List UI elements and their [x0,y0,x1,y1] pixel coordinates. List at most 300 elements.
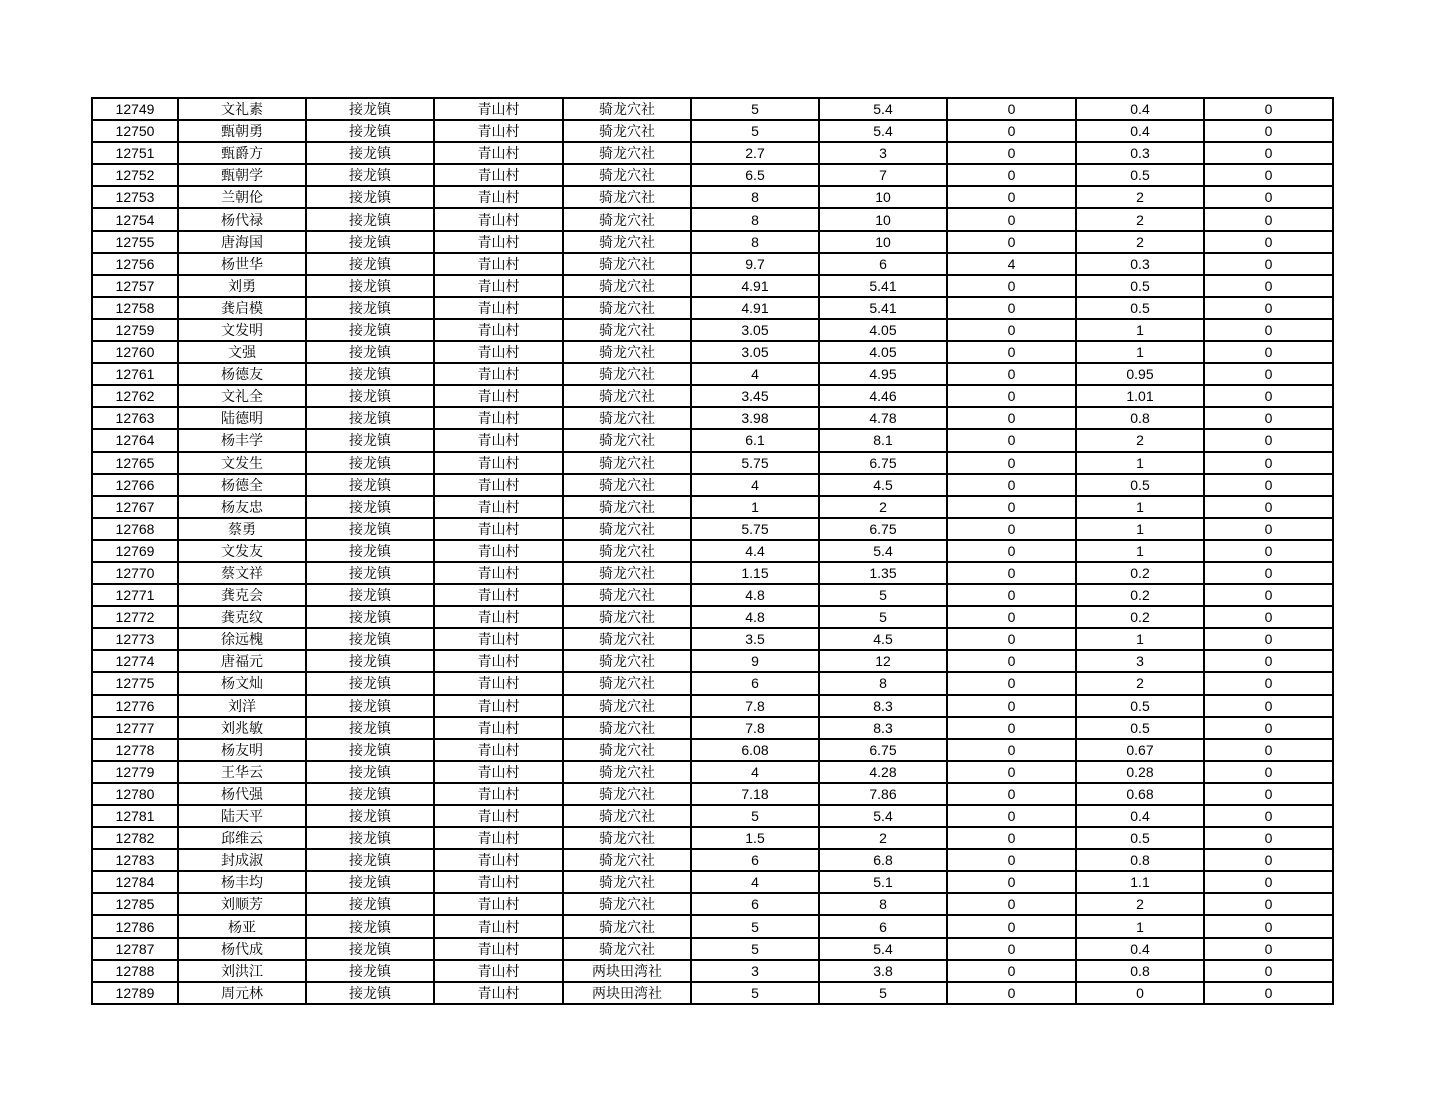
value-5-cell: 0 [1204,584,1333,606]
value-4-cell: 0.4 [1076,938,1204,960]
value-4-cell: 1.1 [1076,871,1204,893]
value-4-cell: 1 [1076,628,1204,650]
village-cell: 青山村 [434,628,563,650]
name-cell: 杨代强 [178,783,306,805]
table-row [92,98,1333,120]
value-3-cell: 0 [947,496,1076,518]
value-4-cell: 0.5 [1076,717,1204,739]
value-2-cell: 10 [819,231,947,253]
town-cell: 接龙镇 [306,253,434,275]
table-row [92,893,1333,915]
table-row [92,540,1333,562]
value-1-cell: 6 [691,849,819,871]
value-2-cell: 4.95 [819,363,947,385]
value-5-cell: 0 [1204,319,1333,341]
name-cell: 唐海国 [178,231,306,253]
record-id-cell: 12774 [92,650,178,672]
village-cell: 青山村 [434,231,563,253]
record-id-cell: 12787 [92,938,178,960]
value-3-cell: 0 [947,540,1076,562]
value-3-cell: 0 [947,319,1076,341]
record-id-cell: 12786 [92,915,178,937]
value-3-cell: 0 [947,960,1076,982]
value-2-cell: 7 [819,164,947,186]
value-5-cell: 0 [1204,739,1333,761]
town-cell: 接龙镇 [306,319,434,341]
town-cell: 接龙镇 [306,893,434,915]
table-row [92,474,1333,496]
value-1-cell: 6.5 [691,164,819,186]
value-2-cell: 5.1 [819,871,947,893]
name-cell: 甄朝勇 [178,120,306,142]
value-2-cell: 4.78 [819,407,947,429]
value-4-cell: 0.95 [1076,363,1204,385]
record-id-cell: 12775 [92,672,178,694]
value-1-cell: 4.91 [691,297,819,319]
value-4-cell: 0.5 [1076,275,1204,297]
table-row [92,186,1333,208]
value-4-cell: 0.4 [1076,98,1204,120]
record-id-cell: 12769 [92,540,178,562]
value-4-cell: 0.68 [1076,783,1204,805]
value-2-cell: 5 [819,584,947,606]
value-5-cell: 0 [1204,385,1333,407]
value-3-cell: 0 [947,142,1076,164]
value-1-cell: 5 [691,805,819,827]
village-cell: 青山村 [434,452,563,474]
name-cell: 龚启模 [178,297,306,319]
group-cell: 骑龙穴社 [563,363,691,385]
town-cell: 接龙镇 [306,231,434,253]
village-cell: 青山村 [434,429,563,451]
table-row [92,739,1333,761]
table-row [92,827,1333,849]
value-3-cell: 0 [947,518,1076,540]
name-cell: 杨世华 [178,253,306,275]
value-2-cell: 8.3 [819,695,947,717]
value-4-cell: 0 [1076,982,1204,1004]
value-2-cell: 6.75 [819,452,947,474]
record-id-cell: 12770 [92,562,178,584]
name-cell: 杨丰学 [178,429,306,451]
name-cell: 杨亚 [178,915,306,937]
group-cell: 骑龙穴社 [563,606,691,628]
value-1-cell: 4 [691,363,819,385]
value-1-cell: 5 [691,938,819,960]
value-3-cell: 0 [947,915,1076,937]
record-id-cell: 12760 [92,341,178,363]
value-4-cell: 0.5 [1076,827,1204,849]
name-cell: 刘勇 [178,275,306,297]
town-cell: 接龙镇 [306,164,434,186]
town-cell: 接龙镇 [306,142,434,164]
value-4-cell: 0.5 [1076,474,1204,496]
value-3-cell: 0 [947,695,1076,717]
value-4-cell: 0.67 [1076,739,1204,761]
village-cell: 青山村 [434,761,563,783]
value-3-cell: 0 [947,783,1076,805]
village-cell: 青山村 [434,518,563,540]
town-cell: 接龙镇 [306,385,434,407]
group-cell: 骑龙穴社 [563,319,691,341]
table-body [92,98,1333,1004]
name-cell: 龚克会 [178,584,306,606]
town-cell: 接龙镇 [306,341,434,363]
table-row [92,562,1333,584]
group-cell: 骑龙穴社 [563,628,691,650]
town-cell: 接龙镇 [306,540,434,562]
value-3-cell: 0 [947,761,1076,783]
group-cell: 骑龙穴社 [563,584,691,606]
table-row [92,628,1333,650]
village-cell: 青山村 [434,164,563,186]
record-id-cell: 12767 [92,496,178,518]
value-1-cell: 7.8 [691,717,819,739]
value-5-cell: 0 [1204,98,1333,120]
town-cell: 接龙镇 [306,695,434,717]
group-cell: 骑龙穴社 [563,805,691,827]
group-cell: 骑龙穴社 [563,650,691,672]
value-1-cell: 6.08 [691,739,819,761]
value-5-cell: 0 [1204,871,1333,893]
town-cell: 接龙镇 [306,208,434,230]
value-4-cell: 0.5 [1076,695,1204,717]
table-row [92,275,1333,297]
table-row [92,717,1333,739]
town-cell: 接龙镇 [306,827,434,849]
value-3-cell: 0 [947,98,1076,120]
village-cell: 青山村 [434,739,563,761]
value-5-cell: 0 [1204,562,1333,584]
village-cell: 青山村 [434,341,563,363]
name-cell: 蔡文祥 [178,562,306,584]
town-cell: 接龙镇 [306,518,434,540]
village-cell: 青山村 [434,297,563,319]
value-3-cell: 0 [947,385,1076,407]
name-cell: 甄朝学 [178,164,306,186]
record-id-cell: 12751 [92,142,178,164]
value-2-cell: 8.1 [819,429,947,451]
village-cell: 青山村 [434,142,563,164]
value-4-cell: 0.5 [1076,164,1204,186]
group-cell: 骑龙穴社 [563,186,691,208]
value-2-cell: 5 [819,982,947,1004]
table-row [92,915,1333,937]
record-id-cell: 12785 [92,893,178,915]
value-2-cell: 6 [819,915,947,937]
village-cell: 青山村 [434,186,563,208]
value-2-cell: 6.75 [819,739,947,761]
value-1-cell: 3.98 [691,407,819,429]
town-cell: 接龙镇 [306,474,434,496]
value-4-cell: 0.2 [1076,584,1204,606]
name-cell: 封成淑 [178,849,306,871]
value-2-cell: 10 [819,186,947,208]
value-1-cell: 4 [691,761,819,783]
value-3-cell: 0 [947,562,1076,584]
table-row [92,805,1333,827]
village-cell: 青山村 [434,385,563,407]
value-2-cell: 4.5 [819,628,947,650]
value-5-cell: 0 [1204,628,1333,650]
name-cell: 周元林 [178,982,306,1004]
value-4-cell: 1 [1076,540,1204,562]
record-id-cell: 12754 [92,208,178,230]
value-3-cell: 0 [947,871,1076,893]
record-id-cell: 12777 [92,717,178,739]
name-cell: 邱维云 [178,827,306,849]
value-5-cell: 0 [1204,915,1333,937]
value-1-cell: 5 [691,982,819,1004]
value-2-cell: 7.86 [819,783,947,805]
town-cell: 接龙镇 [306,783,434,805]
group-cell: 骑龙穴社 [563,231,691,253]
name-cell: 龚克纹 [178,606,306,628]
record-id-cell: 12765 [92,452,178,474]
value-3-cell: 0 [947,938,1076,960]
value-2-cell: 6 [819,253,947,275]
village-cell: 青山村 [434,783,563,805]
value-5-cell: 0 [1204,805,1333,827]
town-cell: 接龙镇 [306,275,434,297]
village-cell: 青山村 [434,915,563,937]
value-2-cell: 5.41 [819,275,947,297]
group-cell: 骑龙穴社 [563,98,691,120]
value-1-cell: 9.7 [691,253,819,275]
table-row [92,297,1333,319]
table-row [92,650,1333,672]
value-2-cell: 8 [819,672,947,694]
value-2-cell: 4.46 [819,385,947,407]
record-id-cell: 12773 [92,628,178,650]
town-cell: 接龙镇 [306,606,434,628]
value-5-cell: 0 [1204,650,1333,672]
value-1-cell: 7.18 [691,783,819,805]
value-2-cell: 8.3 [819,717,947,739]
group-cell: 骑龙穴社 [563,275,691,297]
town-cell: 接龙镇 [306,363,434,385]
town-cell: 接龙镇 [306,496,434,518]
village-cell: 青山村 [434,893,563,915]
record-id-cell: 12780 [92,783,178,805]
value-5-cell: 0 [1204,761,1333,783]
table-row [92,938,1333,960]
value-2-cell: 10 [819,208,947,230]
value-3-cell: 0 [947,275,1076,297]
record-id-cell: 12772 [92,606,178,628]
village-cell: 青山村 [434,496,563,518]
value-4-cell: 1.01 [1076,385,1204,407]
group-cell: 骑龙穴社 [563,164,691,186]
group-cell: 骑龙穴社 [563,672,691,694]
value-1-cell: 9 [691,650,819,672]
value-5-cell: 0 [1204,186,1333,208]
value-1-cell: 1.15 [691,562,819,584]
village-cell: 青山村 [434,982,563,1004]
value-4-cell: 0.8 [1076,849,1204,871]
value-1-cell: 6 [691,672,819,694]
value-1-cell: 8 [691,186,819,208]
name-cell: 刘兆敏 [178,717,306,739]
value-5-cell: 0 [1204,982,1333,1004]
village-cell: 青山村 [434,540,563,562]
village-cell: 青山村 [434,474,563,496]
value-2-cell: 4.05 [819,319,947,341]
town-cell: 接龙镇 [306,915,434,937]
table-row [92,231,1333,253]
name-cell: 文礼素 [178,98,306,120]
record-id-cell: 12776 [92,695,178,717]
value-3-cell: 0 [947,893,1076,915]
group-cell: 骑龙穴社 [563,761,691,783]
table-row [92,319,1333,341]
value-4-cell: 1 [1076,915,1204,937]
town-cell: 接龙镇 [306,805,434,827]
record-id-cell: 12778 [92,739,178,761]
group-cell: 骑龙穴社 [563,783,691,805]
value-3-cell: 0 [947,672,1076,694]
town-cell: 接龙镇 [306,982,434,1004]
town-cell: 接龙镇 [306,429,434,451]
town-cell: 接龙镇 [306,650,434,672]
value-5-cell: 0 [1204,120,1333,142]
village-cell: 青山村 [434,695,563,717]
village-cell: 青山村 [434,960,563,982]
value-1-cell: 3.5 [691,628,819,650]
name-cell: 徐远槐 [178,628,306,650]
record-id-cell: 12762 [92,385,178,407]
group-cell: 骑龙穴社 [563,915,691,937]
value-1-cell: 8 [691,231,819,253]
table-row [92,120,1333,142]
value-4-cell: 1 [1076,518,1204,540]
value-5-cell: 0 [1204,231,1333,253]
name-cell: 文发生 [178,452,306,474]
village-cell: 青山村 [434,584,563,606]
value-4-cell: 2 [1076,893,1204,915]
table-row [92,982,1333,1004]
value-4-cell: 0.8 [1076,407,1204,429]
value-3-cell: 0 [947,650,1076,672]
group-cell: 骑龙穴社 [563,120,691,142]
value-4-cell: 2 [1076,186,1204,208]
record-id-cell: 12763 [92,407,178,429]
table-row [92,407,1333,429]
value-3-cell: 0 [947,827,1076,849]
town-cell: 接龙镇 [306,717,434,739]
value-2-cell: 2 [819,827,947,849]
value-1-cell: 4 [691,474,819,496]
group-cell: 骑龙穴社 [563,938,691,960]
value-1-cell: 3.05 [691,319,819,341]
name-cell: 兰朝伦 [178,186,306,208]
record-id-cell: 12771 [92,584,178,606]
group-cell: 骑龙穴社 [563,496,691,518]
value-5-cell: 0 [1204,253,1333,275]
record-id-cell: 12756 [92,253,178,275]
name-cell: 杨德全 [178,474,306,496]
town-cell: 接龙镇 [306,452,434,474]
value-5-cell: 0 [1204,672,1333,694]
table-row [92,429,1333,451]
record-id-cell: 12764 [92,429,178,451]
group-cell: 骑龙穴社 [563,871,691,893]
value-2-cell: 5.4 [819,540,947,562]
village-cell: 青山村 [434,363,563,385]
value-3-cell: 0 [947,429,1076,451]
town-cell: 接龙镇 [306,849,434,871]
record-id-cell: 12752 [92,164,178,186]
name-cell: 杨德友 [178,363,306,385]
value-1-cell: 4.8 [691,584,819,606]
group-cell: 骑龙穴社 [563,739,691,761]
table-row [92,385,1333,407]
village-cell: 青山村 [434,717,563,739]
value-5-cell: 0 [1204,938,1333,960]
value-4-cell: 0.2 [1076,562,1204,584]
value-5-cell: 0 [1204,297,1333,319]
town-cell: 接龙镇 [306,186,434,208]
value-1-cell: 7.8 [691,695,819,717]
name-cell: 刘顺芳 [178,893,306,915]
value-5-cell: 0 [1204,429,1333,451]
village-cell: 青山村 [434,827,563,849]
record-id-cell: 12781 [92,805,178,827]
value-5-cell: 0 [1204,452,1333,474]
value-4-cell: 0.8 [1076,960,1204,982]
value-2-cell: 3 [819,142,947,164]
name-cell: 刘洪江 [178,960,306,982]
value-3-cell: 0 [947,606,1076,628]
table-row [92,695,1333,717]
value-4-cell: 0.28 [1076,761,1204,783]
value-3-cell: 0 [947,474,1076,496]
value-4-cell: 0.3 [1076,253,1204,275]
name-cell: 杨文灿 [178,672,306,694]
value-4-cell: 0.3 [1076,142,1204,164]
name-cell: 杨代禄 [178,208,306,230]
value-5-cell: 0 [1204,827,1333,849]
value-2-cell: 5.4 [819,120,947,142]
town-cell: 接龙镇 [306,672,434,694]
table-row [92,142,1333,164]
group-cell: 骑龙穴社 [563,849,691,871]
value-2-cell: 4.28 [819,761,947,783]
value-3-cell: 0 [947,452,1076,474]
table-row [92,783,1333,805]
village-cell: 青山村 [434,871,563,893]
town-cell: 接龙镇 [306,761,434,783]
table-row [92,672,1333,694]
value-5-cell: 0 [1204,783,1333,805]
group-cell: 骑龙穴社 [563,518,691,540]
value-4-cell: 1 [1076,319,1204,341]
value-5-cell: 0 [1204,960,1333,982]
table-row [92,253,1333,275]
value-5-cell: 0 [1204,540,1333,562]
value-4-cell: 2 [1076,231,1204,253]
name-cell: 甄爵方 [178,142,306,164]
value-4-cell: 2 [1076,429,1204,451]
data-table [91,97,1334,1005]
table-row [92,761,1333,783]
value-1-cell: 6.1 [691,429,819,451]
group-cell: 骑龙穴社 [563,717,691,739]
value-2-cell: 5.4 [819,805,947,827]
village-cell: 青山村 [434,120,563,142]
name-cell: 唐福元 [178,650,306,672]
value-2-cell: 5.41 [819,297,947,319]
